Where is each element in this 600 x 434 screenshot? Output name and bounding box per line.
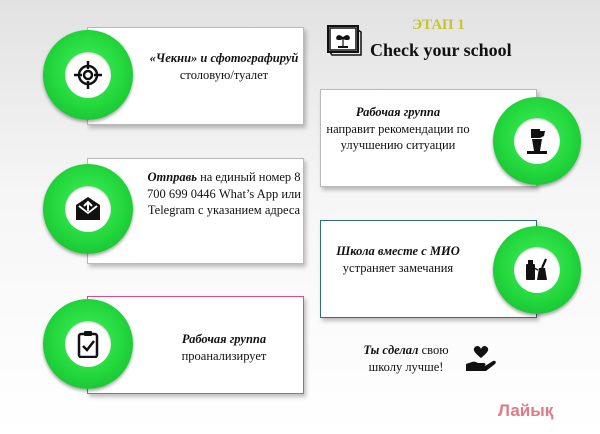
step-2-text: Рабочая группа направит рекомендации по улучшению ситуации: [326, 105, 470, 152]
closing-text: Ты сделал свою школу лучше!: [363, 343, 449, 374]
step-circle-4: [493, 226, 581, 314]
worker-icon: [523, 127, 551, 155]
brand-logo-text: Лайық: [498, 401, 554, 420]
step-circle-1: [43, 30, 133, 120]
target-icon: [74, 61, 102, 89]
step-circle-3: [43, 164, 133, 254]
stage-title: Check your school: [370, 40, 512, 60]
step-4-text: Школа вместе с МИО устраняет замечания: [336, 244, 460, 275]
step-circle-2: [493, 97, 581, 185]
step-3-text: Отправь на единый номер 8 700 699 0446 What’s App или Telegram с указанием адреса: [147, 170, 301, 217]
cleaning-icon: [523, 256, 551, 284]
heart-hand-icon: [464, 344, 498, 374]
step-circle-5: [43, 299, 133, 389]
clipboard-check-icon: [74, 330, 102, 358]
photo-icon: [326, 24, 362, 56]
step-1-text: «Чекни» и сфотографируй столовую/туалет: [149, 51, 299, 82]
step-5-text: Рабочая группа проанализирует: [181, 332, 267, 363]
mail-upload-icon: [74, 195, 102, 223]
stage-label: ЭТАП 1: [412, 17, 465, 33]
